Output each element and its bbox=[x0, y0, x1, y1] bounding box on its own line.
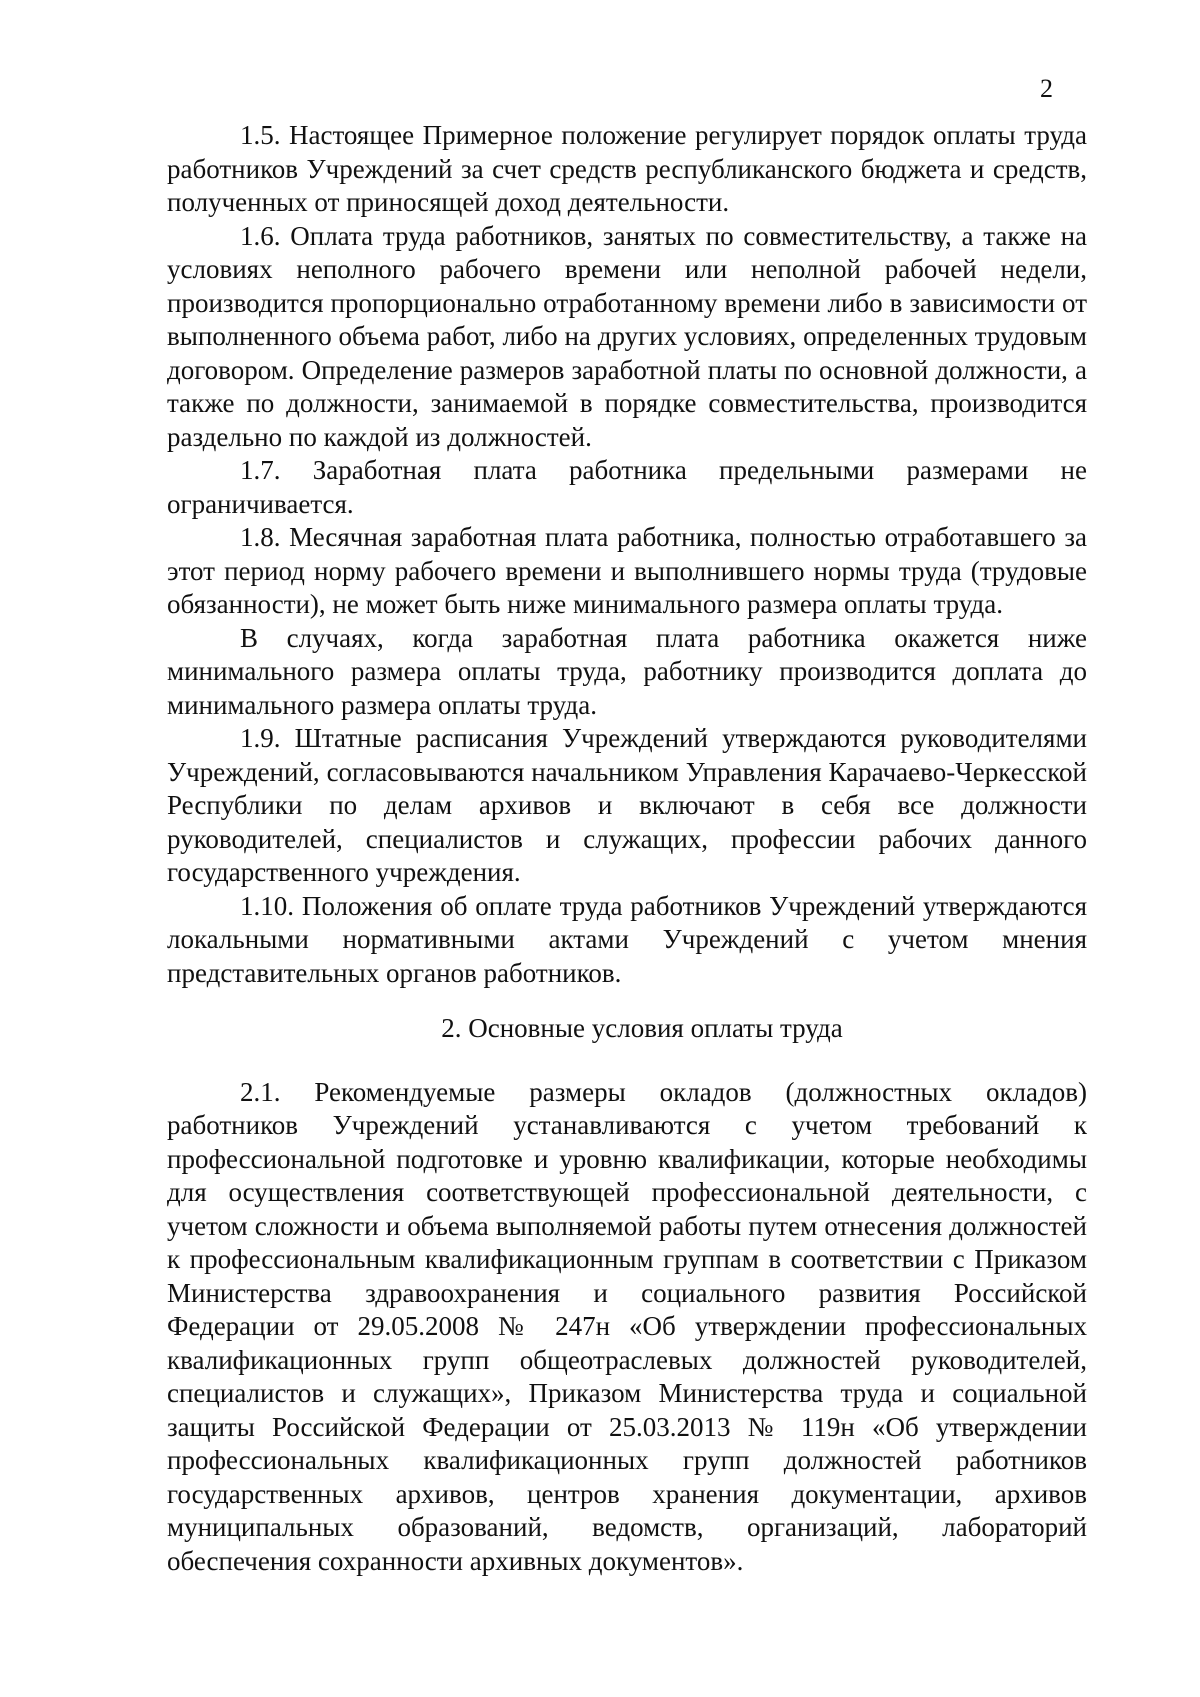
page-number: 2 bbox=[1040, 74, 1053, 103]
paragraph-1-7: 1.7. Заработная плата работника предельными размерами не ограничивается. bbox=[167, 455, 1087, 519]
paragraph-1-6: 1.6. Оплата труда работников, занятых по совместительству, а также на условиях неполного рабочего времени или неполной рабочей недели, производится пропорционально отработанному времени либо в зависимости от выполненного объема работ, либо на других условиях, определенных трудовым договором. Определение размеров заработной платы по основной должности, а также по должности, занимаемой в порядке совместительства, производится раздельно по каждой из должностей. bbox=[167, 220, 1087, 452]
paragraph-1-5: 1.5. Настоящее Примерное положение регулирует порядок оплаты труда работников Учреждений за счет средств республиканского бюджета и средств, полученных от приносящей доход деятельности. bbox=[167, 120, 1087, 217]
section-heading: 2. Основные условия оплаты труда bbox=[441, 1013, 843, 1043]
paragraph-1-10: 1.10. Положения об оплате труда работников Учреждений утверждаются локальными нормативными актами Учреждений с учетом мнения представительных органов работников. bbox=[167, 890, 1087, 988]
paragraph-1-9: 1.9. Штатные расписания Учреждений утверждаются руководителями Учреждений, согласовываются начальником Управления Карачаево-Черкесской Республики по делам архивов и включают в себя все должности руководителей, специалистов и служащих, профессии рабочих данного государственного учреждения. bbox=[167, 723, 1087, 887]
document-body bbox=[167, 119, 1087, 1578]
paragraph-1-8: 1.8. Месячная заработная плата работника, полностью отработавшего за этот период норму рабочего времени и выполнившего нормы труда (трудовые обязанности), не может быть ниже минимального размера оплаты труда. bbox=[167, 522, 1087, 619]
paragraph-2-1: 2.1. Рекомендуемые размеры окладов (должностных окладов) работников Учреждений устанавливаются с учетом требований к профессиональной подготовке и уровню квалификации, которые необходимы для осуществления соответствующей профессиональной деятельности, с учетом сложности и объема выполняемой работы путем отнесения должностей к профессиональным квалификационным группам в соответствии с Приказом Министерства здравоохранения и социального развития Российской Федерации от 29.05.2008 № 247н «Об утверждении профессиональных квалификационных групп общеотраслевых должностей руководителей, специалистов и служащих», Приказом Министерства труда и социальной защиты Российской Федерации от 25.03.2013 № 119н «Об утверждении профессиональных квалификационных групп должностей работников государственных архивов, центров хранения документации, архивов муниципальных образований, ведомств, организаций, лабораторий обеспечения сохранности архивных документов». bbox=[167, 1076, 1087, 1576]
paragraph-1-8-continuation: В случаях, когда заработная плата работника окажется ниже минимального размера оплаты труда, работнику производится доплата до минимального размера оплаты труда. bbox=[167, 622, 1087, 720]
